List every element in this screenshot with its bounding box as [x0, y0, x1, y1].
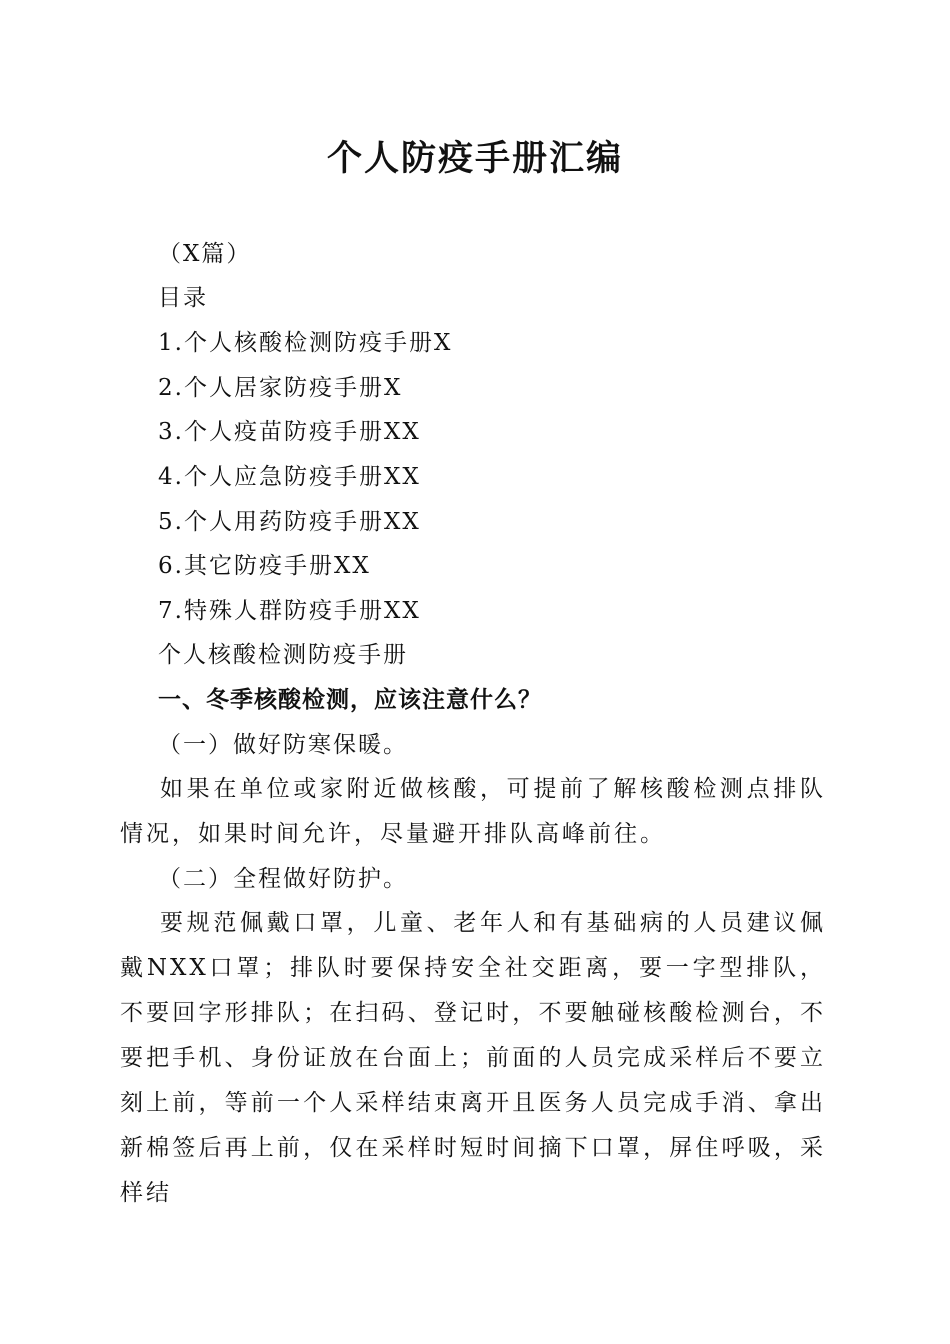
toc-item-1: 1.个人核酸检测防疫手册X: [158, 330, 453, 356]
subheading-2: （二）全程做好防护。: [158, 866, 408, 892]
toc-item-5: 5.个人用药防疫手册XX: [158, 509, 421, 535]
toc-item-4: 4.个人应急防疫手册XX: [158, 464, 421, 490]
subheading-1: （一）做好防寒保暖。: [158, 732, 408, 758]
paragraph-1: 如果在单位或家附近做核酸，可提前了解核酸检测点排队情况，如果时间允许，尽量避开排队高峰前往。: [120, 776, 826, 847]
document-subtitle: （X篇）: [158, 241, 252, 267]
section-title: 个人核酸检测防疫手册: [158, 642, 408, 668]
toc-item-6: 6.其它防疫手册XX: [158, 553, 371, 579]
document-title: 个人防疫手册汇编: [326, 138, 623, 179]
heading-level-1: 一、冬季核酸检测，应该注意什么？: [158, 687, 542, 713]
toc-item-7: 7.特殊人群防疫手册XX: [158, 598, 421, 624]
toc-heading: 目录: [158, 285, 208, 311]
paragraph-2: 要规范佩戴口罩，儿童、老年人和有基础病的人员建议佩戴NXX口罩；排队时要保持安全社交距离，要一字型排队，不要回字形排队；在扫码、登记时，不要触碰核酸检测台，不要把手机、身份证放在台面上；前面的人员完成采样后不要立刻上前，等前一个人采样结束离开且医务人员完成手消、拿出新棉签后再上前，仅在采样时短时间摘下口罩，屏住呼吸，采样结: [120, 910, 826, 1206]
toc-item-3: 3.个人疫苗防疫手册XX: [158, 419, 421, 445]
toc-item-2: 2.个人居家防疫手册X: [158, 375, 403, 401]
